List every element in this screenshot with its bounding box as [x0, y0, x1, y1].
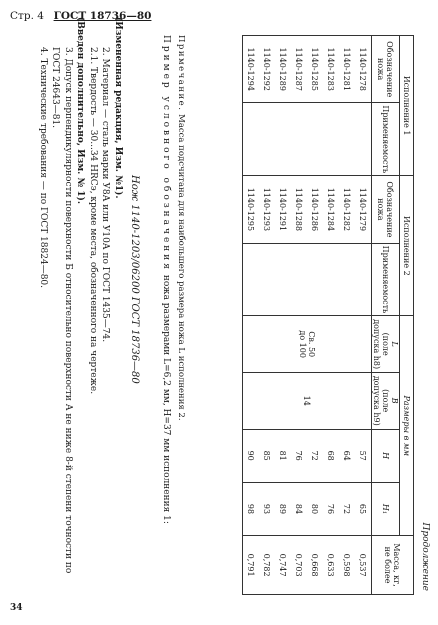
item-perpendicularity: 3. Допуск перпендикулярности поверхности Б относительно поверхности А не ниже 8-й степени точности по ГОСТ 24643—81.	[50, 47, 73, 574]
cell-v1-designation: 1140-1292	[259, 36, 275, 103]
col-mass: Масса, кг, не более	[372, 536, 414, 595]
cell-L	[243, 316, 372, 373]
table-row	[323, 36, 339, 595]
col-L-note: (поле допуска h8)	[372, 319, 390, 370]
item-technical-requirements: 4. Технические требования — по ГОСТ 18824—80.	[38, 47, 48, 289]
cell-v2-application	[275, 243, 291, 316]
cell-H: 90	[243, 429, 260, 482]
cell-mass: 0,598	[339, 536, 355, 595]
item-hardness: 2.1. Твердость — 30...34 HRCэ, кроме места, обозначенного на чертеже.	[88, 47, 98, 395]
cell-v1-application	[243, 103, 260, 176]
cell-v2-application	[307, 243, 323, 316]
cell-v1-designation: 1140-1278	[355, 36, 372, 103]
cell-mass: 0,791	[243, 536, 260, 595]
revision-note: (Измененная редакция, Изм. №1).	[113, 17, 123, 199]
page-label: Стр. 4	[10, 10, 44, 22]
cell-H1: 65	[355, 482, 372, 535]
col-L-symbol: L	[390, 341, 399, 347]
cell-v2-designation: 1140-1279	[355, 176, 372, 243]
cell-v2-designation: 1140-1288	[291, 176, 307, 243]
cell-mass: 0,537	[355, 536, 372, 595]
cell-H: 76	[291, 429, 307, 482]
standard-code: ГОСТ 18736—80	[53, 10, 152, 22]
col-B	[372, 372, 400, 429]
designation-example-paragraph	[160, 35, 172, 595]
cell-v1-designation: 1140-1287	[291, 36, 307, 103]
table-row	[275, 36, 291, 595]
col-v2-application: Применяемость	[372, 243, 400, 316]
cell-v2-designation: 1140-1284	[323, 176, 339, 243]
table-row	[339, 36, 355, 595]
cell-H: 57	[355, 429, 372, 482]
cell-L-from: Св. 50	[307, 331, 316, 358]
cell-v1-application	[355, 103, 372, 176]
cell-v1-designation: 1140-1294	[243, 36, 260, 103]
example-text: ножа размерами L=6,2 мм, H=37 мм исполнения 1:	[161, 274, 171, 524]
table-row	[243, 36, 260, 595]
table-row	[291, 36, 307, 595]
cell-v1-application	[323, 103, 339, 176]
note-text: Масса подсчитана для наибольшего размера ножа L исполнения 2.	[176, 114, 186, 421]
knife-dimensions-table	[242, 35, 414, 595]
col-v1-application: Применяемость	[372, 103, 400, 176]
cell-v1-application	[307, 103, 323, 176]
cell-H: 85	[259, 429, 275, 482]
col-L	[372, 316, 400, 373]
cell-v1-designation: 1140-1281	[339, 36, 355, 103]
col-v2-designation: Обозначение ножа	[372, 176, 400, 243]
requirements-section	[37, 17, 125, 595]
cell-v2-designation: 1140-1291	[275, 176, 291, 243]
cell-v1-application	[275, 103, 291, 176]
cell-H1: 84	[291, 482, 307, 535]
cell-H: 68	[323, 429, 339, 482]
cell-v2-application	[243, 243, 260, 316]
designation-example: Нож 1140-1203/06200 ГОСТ 18736—80	[129, 175, 140, 384]
cell-v2-designation: 1140-1293	[259, 176, 275, 243]
cell-L-to: до 100	[298, 330, 307, 358]
cell-H1: 76	[323, 482, 339, 535]
rotated-page-content	[10, 17, 430, 595]
cell-v2-designation: 1140-1286	[307, 176, 323, 243]
cell-B: 14	[243, 372, 372, 429]
cell-mass: 0,747	[275, 536, 291, 595]
cell-v1-application	[291, 103, 307, 176]
col-B-note: (поле допуска h9)	[372, 375, 390, 426]
example-label: Пример условного обозначения	[161, 35, 171, 272]
cell-v1-application	[339, 103, 355, 176]
group-variant-2: Исполнение 2	[400, 176, 414, 316]
group-variant-1: Исполнение 1	[400, 36, 414, 176]
cell-mass: 0,633	[323, 536, 339, 595]
cell-H1: 72	[339, 482, 355, 535]
page-number: 34	[10, 603, 23, 613]
cell-H: 72	[307, 429, 323, 482]
cell-v2-application	[259, 243, 275, 316]
table-row	[307, 36, 323, 595]
cell-v2-application	[355, 243, 372, 316]
item-material: 2. Материал — сталь марки У8А или У10А по ГОСТ 1435—74.	[100, 47, 111, 343]
cell-v1-designation: 1140-1283	[323, 36, 339, 103]
cell-mass: 0,668	[307, 536, 323, 595]
col-B-symbol: B	[390, 397, 399, 404]
cell-v2-designation: 1140-1295	[243, 176, 260, 243]
cell-H1: 93	[259, 482, 275, 535]
cell-v1-designation: 1140-1285	[307, 36, 323, 103]
cell-v2-application	[291, 243, 307, 316]
cell-v1-application	[259, 103, 275, 176]
cell-mass: 0,703	[291, 536, 307, 595]
cell-v2-application	[339, 243, 355, 316]
cell-H1: 89	[275, 482, 291, 535]
continuation-label: Продолжение	[420, 522, 430, 591]
table-row	[355, 36, 372, 595]
cell-H1: 80	[307, 482, 323, 535]
col-H1: H₁	[372, 482, 400, 535]
cell-v2-application	[323, 243, 339, 316]
revision-added-note: (Введен дополнительно, Изм. № 1).	[75, 17, 86, 205]
cell-v2-designation: 1140-1282	[339, 176, 355, 243]
cell-H: 64	[339, 429, 355, 482]
cell-H1: 98	[243, 482, 260, 535]
cell-mass: 0,782	[259, 536, 275, 595]
table-note	[175, 35, 186, 595]
col-v1-designation: Обозначение ножа	[372, 36, 400, 103]
cell-v1-designation: 1140-1289	[275, 36, 291, 103]
cell-H: 81	[275, 429, 291, 482]
col-H: H	[372, 429, 400, 482]
table-row	[259, 36, 275, 595]
group-sizes: Размеры в мм	[400, 316, 414, 536]
note-label: Примечание.	[176, 35, 186, 112]
